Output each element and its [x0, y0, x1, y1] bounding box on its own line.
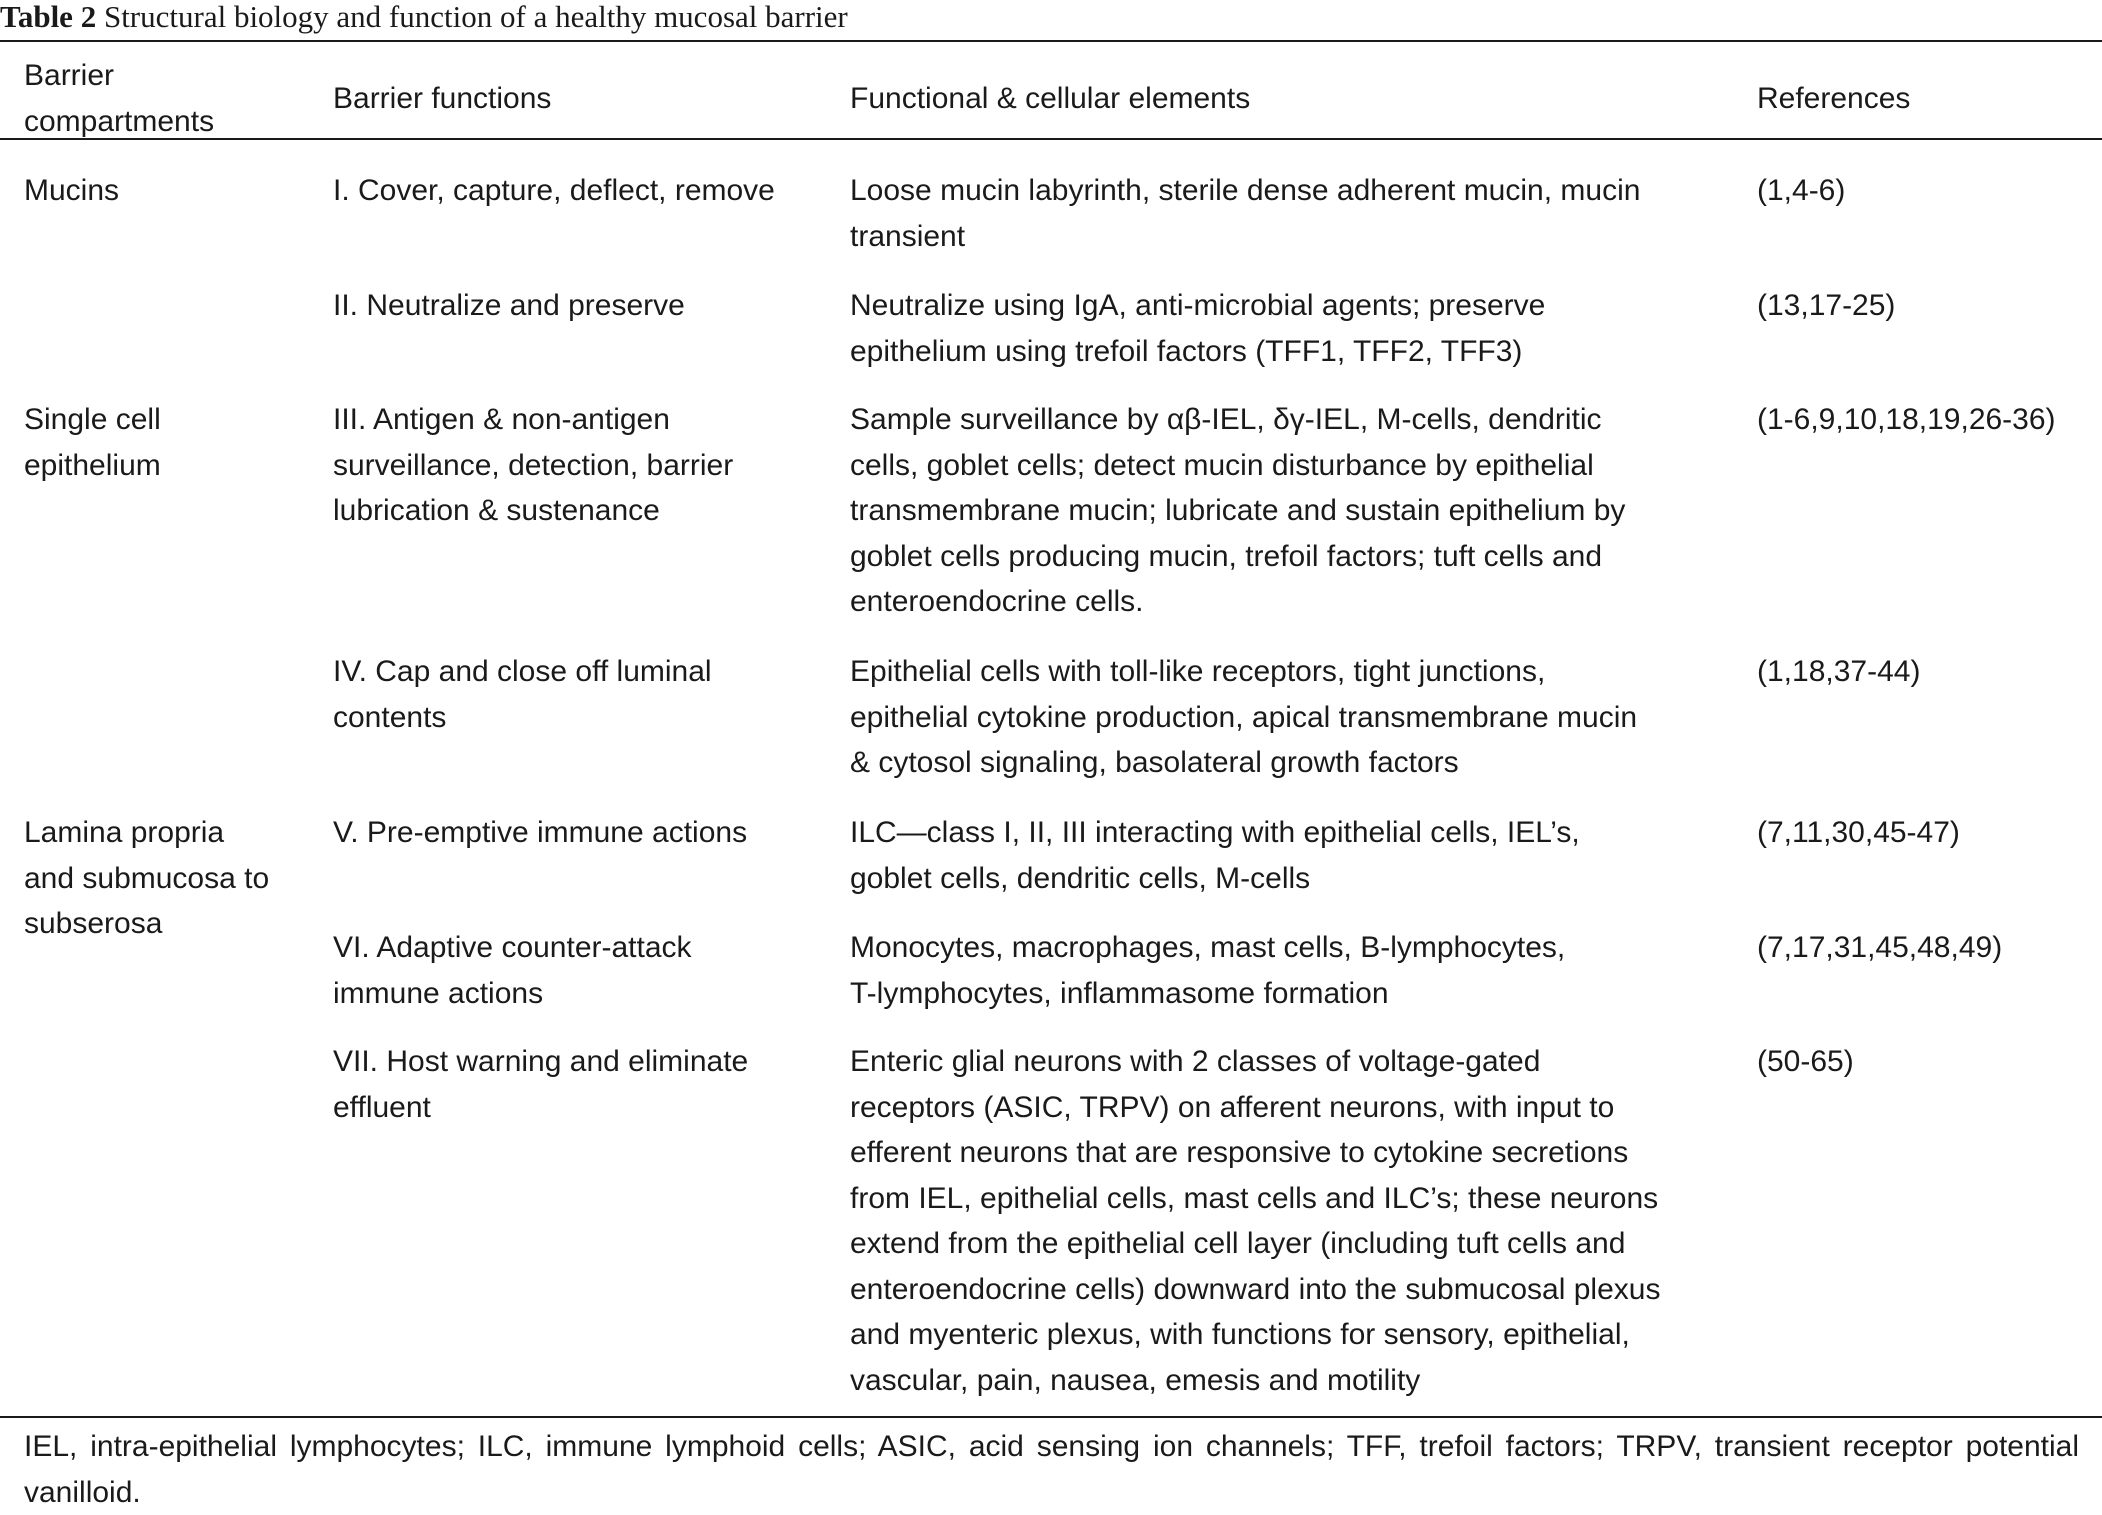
row-4-function: IV. Cap and close off luminal contents — [333, 655, 712, 734]
header-compartment: Barrier compartments — [24, 59, 215, 138]
row-2-elements: Neutralize using IgA, anti-microbial agents; preserve epithelium using trefoil factors (TFF1, TFF2, TFF3) — [850, 289, 1546, 368]
table-caption-title: Structural biology and function of a healthy mucosal barrier — [103, 0, 848, 34]
row-5-elements: ILC—class I, II, III interacting with epithelial cells, IEL’s, goblet cells, dendritic cells, M-cells — [850, 816, 1580, 895]
header-references: References — [1757, 82, 1911, 115]
row-1-references: (1,4-6) — [1757, 174, 1846, 207]
row-4-references: (1,18,37-44) — [1757, 655, 1921, 688]
table-caption-label: Table 2 — [0, 0, 97, 34]
row-4-elements: Epithelial cells with toll-like receptors, tight junctions, epithelial cytokine production, apical transmembrane mucin & cytosol signaling, basolateral growth factors — [850, 655, 1638, 779]
row-3-function: III. Antigen & non-antigen surveillance, detection, barrier lubrication & sustenance — [333, 403, 734, 527]
header-function: Barrier functions — [333, 82, 552, 115]
row-3-compartment: Single cell epithelium — [24, 403, 161, 482]
row-2-function: II. Neutralize and preserve — [333, 289, 685, 322]
row-1-function: I. Cover, capture, deflect, remove — [333, 174, 775, 207]
row-2-references: (13,17-25) — [1757, 289, 1896, 322]
row-6-function: VI. Adaptive counter-attack immune actions — [333, 931, 692, 1010]
row-3-elements: Sample surveillance by αβ-IEL, δγ-IEL, M-cells, dendritic cells, goblet cells; detect mucin disturbance by epithelial transmembrane mucin; lubricate and sustain epithelium by goblet cells producing mucin, trefoil factors; tuft cells and enteroendocrine cells. — [850, 403, 1626, 618]
row-5-references: (7,11,30,45-47) — [1757, 816, 1960, 849]
row-7-elements: Enteric glial neurons with 2 classes of voltage-gated receptors (ASIC, TRPV) on afferent neurons, with input to efferent neurons that are responsive to cytokine secretions from IEL, epithelial cells, mast cells and ILC’s; these neurons extend from the epithelial cell layer (including tuft cells and enteroendocrine cells) downward into the submucosal plexus and myenteric plexus, with functions for sensory, epithelial, vascular, pain, nausea, emesis and motility — [850, 1045, 1661, 1397]
row-1-elements: Loose mucin labyrinth, sterile dense adherent mucin, mucin transient — [850, 174, 1641, 253]
row-5-compartment: Lamina propria and submucosa to subserosa — [24, 816, 270, 940]
row-6-references: (7,17,31,45,48,49) — [1757, 931, 2003, 964]
row-3-references: (1-6,9,10,18,19,26-36) — [1757, 403, 2056, 436]
row-6-elements: Monocytes, macrophages, mast cells, B-lymphocytes, T-lymphocytes, inflammasome formation — [850, 931, 1566, 1010]
table-footnote: IEL, intra-epithelial lymphocytes; ILC, immune lymphoid cells; ASIC, acid sensing ion channels; TFF, trefoil factors; TRPV, transient receptor potential vanilloid. — [24, 1430, 2079, 1509]
header-elements: Functional & cellular elements — [850, 82, 1251, 115]
row-5-function: V. Pre-emptive immune actions — [333, 816, 748, 849]
row-7-function: VII. Host warning and eliminate effluent — [333, 1045, 749, 1124]
row-7-references: (50-65) — [1757, 1045, 1854, 1078]
row-1-compartment: Mucins — [24, 174, 120, 207]
